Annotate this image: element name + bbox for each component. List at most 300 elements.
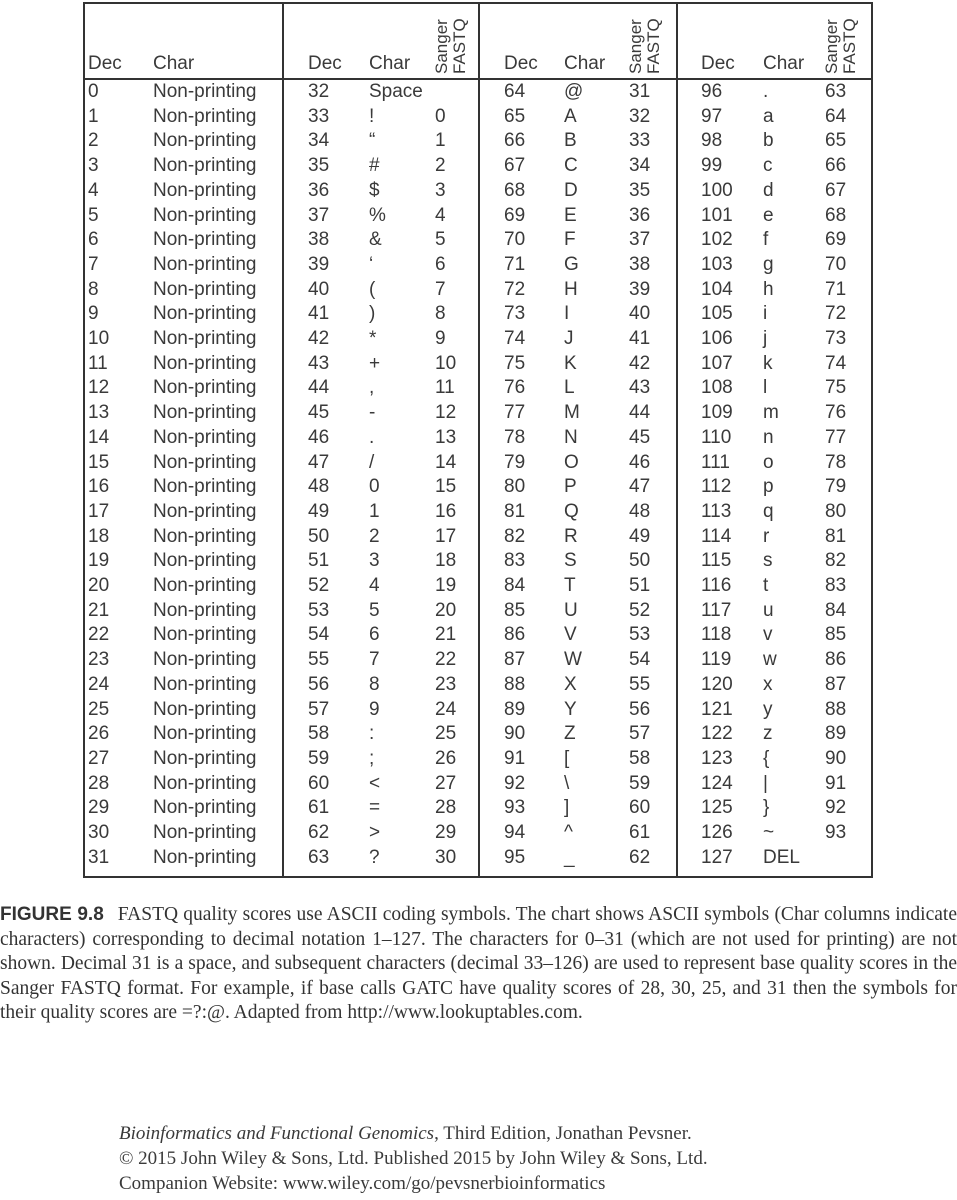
cell-sanger-score: 71 bbox=[825, 278, 847, 300]
cell-dec: 37 bbox=[308, 204, 330, 226]
cell-char: DEL bbox=[763, 846, 800, 868]
cell-char: & bbox=[369, 229, 382, 251]
cell-dec: 10 bbox=[88, 328, 110, 349]
cell-sanger-score: 58 bbox=[629, 747, 651, 769]
cell-char: | bbox=[763, 772, 768, 794]
cell-sanger-score: 14 bbox=[435, 451, 457, 473]
cell-dec: 59 bbox=[308, 747, 330, 769]
cell-char: 0 bbox=[369, 476, 380, 498]
book-title: Bioinformatics and Functional Genomics bbox=[119, 1123, 435, 1144]
cell-sanger-score: 48 bbox=[629, 500, 651, 522]
header-char: Char bbox=[153, 53, 195, 74]
table-row bbox=[480, 302, 678, 327]
cell-char: Non-printing bbox=[153, 698, 257, 720]
table-row bbox=[678, 648, 873, 673]
cell-sanger-score: 83 bbox=[825, 575, 847, 596]
table-block-2 bbox=[478, 4, 678, 876]
cell-char: Non-printing bbox=[153, 822, 257, 843]
cell-char: J bbox=[564, 328, 574, 349]
cell-char: Non-printing bbox=[153, 303, 257, 325]
table-row bbox=[85, 129, 282, 154]
cell-char: 3 bbox=[369, 550, 380, 572]
cell-dec: 18 bbox=[88, 525, 110, 547]
cell-char: - bbox=[369, 402, 376, 424]
cell-dec: 16 bbox=[88, 476, 110, 498]
cell-char: Non-printing bbox=[153, 797, 257, 819]
cell-sanger-score: 61 bbox=[629, 822, 651, 843]
table-row bbox=[85, 451, 282, 476]
cell-dec: 101 bbox=[701, 204, 733, 226]
table-row bbox=[284, 451, 480, 476]
table-row bbox=[678, 302, 873, 327]
cell-sanger-score: 82 bbox=[825, 550, 847, 572]
header-char: Char bbox=[763, 53, 805, 74]
cell-sanger-score: 57 bbox=[629, 723, 651, 745]
cell-sanger-score: 70 bbox=[825, 253, 847, 275]
cell-char: Non-printing bbox=[153, 599, 257, 621]
cell-dec: 71 bbox=[504, 253, 526, 275]
header-dec: Dec bbox=[701, 53, 735, 74]
cell-sanger-score: 53 bbox=[629, 624, 651, 646]
cell-char: ] bbox=[564, 797, 570, 819]
cell-sanger-score: 56 bbox=[629, 698, 651, 720]
cell-dec: 70 bbox=[504, 229, 526, 251]
cell-dec: 72 bbox=[504, 278, 526, 300]
table-row bbox=[480, 105, 678, 130]
cell-dec: 76 bbox=[504, 377, 526, 399]
table-row bbox=[85, 278, 282, 303]
cell-dec: 32 bbox=[308, 81, 330, 102]
cell-dec: 107 bbox=[701, 352, 733, 374]
table-row bbox=[480, 228, 678, 253]
cell-char: ! bbox=[369, 105, 375, 127]
table-row bbox=[284, 599, 480, 624]
cell-dec: 2 bbox=[88, 130, 99, 152]
cell-sanger-score: 26 bbox=[435, 747, 457, 769]
cell-char: E bbox=[564, 204, 577, 226]
table-row bbox=[678, 204, 873, 229]
cell-sanger-score: 81 bbox=[825, 525, 847, 547]
cell-sanger-score: 50 bbox=[629, 550, 651, 572]
cell-sanger-score: 89 bbox=[825, 723, 847, 745]
cell-char: d bbox=[763, 179, 774, 201]
cell-char: Non-printing bbox=[153, 673, 257, 695]
table-row bbox=[480, 451, 678, 476]
cell-sanger-score: 34 bbox=[629, 155, 651, 177]
cell-char: / bbox=[369, 451, 375, 473]
cell-dec: 26 bbox=[88, 723, 110, 745]
cell-char: Non-printing bbox=[153, 747, 257, 769]
cell-char: Non-printing bbox=[153, 204, 257, 226]
header-char: Char bbox=[369, 53, 411, 74]
cell-char: Non-printing bbox=[153, 772, 257, 794]
cell-dec: 3 bbox=[88, 155, 99, 177]
table-row bbox=[480, 253, 678, 278]
cell-dec: 55 bbox=[308, 649, 330, 671]
cell-char: ( bbox=[369, 278, 376, 300]
cell-dec: 81 bbox=[504, 500, 526, 522]
table-row bbox=[85, 846, 282, 871]
table-row bbox=[284, 549, 480, 574]
table-row bbox=[678, 401, 873, 426]
cell-char: . bbox=[763, 81, 769, 102]
cell-sanger-score: 54 bbox=[629, 649, 651, 671]
table-row bbox=[284, 376, 480, 401]
cell-dec: 24 bbox=[88, 673, 110, 695]
table-row bbox=[85, 204, 282, 229]
table-row bbox=[284, 228, 480, 253]
cell-char: 2 bbox=[369, 525, 380, 547]
cell-dec: 14 bbox=[88, 426, 110, 448]
cell-sanger-score: 90 bbox=[825, 747, 847, 769]
cell-sanger-score: 22 bbox=[435, 649, 457, 671]
table-row bbox=[85, 253, 282, 278]
cell-sanger-score: 45 bbox=[629, 426, 651, 448]
cell-dec: 44 bbox=[308, 377, 330, 399]
cell-sanger-score: 85 bbox=[825, 624, 847, 646]
cell-sanger-score: 93 bbox=[825, 822, 847, 843]
cell-dec: 57 bbox=[308, 698, 330, 720]
cell-char: + bbox=[369, 352, 381, 374]
cell-sanger-score: 32 bbox=[629, 105, 651, 127]
table-row bbox=[85, 796, 282, 821]
cell-sanger-score: 16 bbox=[435, 500, 457, 522]
cell-dec: 6 bbox=[88, 229, 99, 251]
cell-sanger-score: 69 bbox=[825, 229, 847, 251]
cell-dec: 36 bbox=[308, 179, 330, 201]
cell-char: @ bbox=[564, 81, 584, 102]
cell-char: f bbox=[763, 229, 769, 251]
cell-sanger-score: 72 bbox=[825, 303, 847, 325]
table-row bbox=[85, 80, 282, 105]
cell-dec: 92 bbox=[504, 772, 526, 794]
header-sanger-fastq bbox=[627, 6, 671, 74]
header-sanger-fastq bbox=[433, 6, 477, 74]
cell-dec: 77 bbox=[504, 402, 526, 424]
table-row bbox=[480, 698, 678, 723]
cell-dec: 74 bbox=[504, 328, 526, 349]
cell-char: y bbox=[763, 698, 773, 720]
cell-char: 8 bbox=[369, 673, 380, 695]
cell-dec: 7 bbox=[88, 253, 99, 275]
cell-dec: 111 bbox=[701, 451, 730, 473]
cell-char: Non-printing bbox=[153, 476, 257, 498]
table-row bbox=[480, 327, 678, 352]
table-row bbox=[678, 426, 873, 451]
cell-char: } bbox=[763, 797, 770, 819]
cell-char: M bbox=[564, 402, 580, 424]
cell-dec: 120 bbox=[701, 673, 733, 695]
cell-sanger-score: 17 bbox=[435, 525, 457, 547]
cell-dec: 103 bbox=[701, 253, 733, 275]
cell-char: Non-printing bbox=[153, 649, 257, 671]
cell-char: s bbox=[763, 550, 773, 572]
table-row bbox=[284, 623, 480, 648]
cell-sanger-score: 67 bbox=[825, 179, 847, 201]
cell-dec: 90 bbox=[504, 723, 526, 745]
cell-char: ~ bbox=[763, 822, 775, 843]
cell-dec: 94 bbox=[504, 822, 526, 843]
cell-char: Non-printing bbox=[153, 402, 257, 424]
cell-sanger-score: 42 bbox=[629, 352, 651, 374]
cell-dec: 30 bbox=[88, 822, 110, 843]
table-row bbox=[85, 747, 282, 772]
cell-sanger-score: 92 bbox=[825, 797, 847, 819]
cell-char: = bbox=[369, 797, 381, 819]
table-block-1 bbox=[282, 4, 480, 876]
cell-char: l bbox=[763, 377, 768, 399]
cell-char: v bbox=[763, 624, 773, 646]
cell-sanger-score: 65 bbox=[825, 130, 847, 152]
cell-dec: 127 bbox=[701, 846, 733, 868]
table-row bbox=[480, 500, 678, 525]
cell-char: < bbox=[369, 772, 381, 794]
cell-sanger-score: 10 bbox=[435, 352, 457, 374]
cell-char: V bbox=[564, 624, 577, 646]
table-row bbox=[85, 352, 282, 377]
table-row bbox=[284, 574, 480, 599]
cell-char: C bbox=[564, 155, 578, 177]
header-dec: Dec bbox=[308, 53, 342, 74]
cell-dec: 99 bbox=[701, 155, 723, 177]
cell-sanger-score: 8 bbox=[435, 303, 446, 325]
cell-char: S bbox=[564, 550, 577, 572]
cell-char: z bbox=[763, 723, 773, 745]
cell-char: m bbox=[763, 402, 779, 424]
table-row bbox=[480, 796, 678, 821]
table-row bbox=[85, 648, 282, 673]
cell-char: p bbox=[763, 476, 774, 498]
table-row bbox=[284, 673, 480, 698]
cell-char: o bbox=[763, 451, 774, 473]
table-row bbox=[284, 253, 480, 278]
table-row bbox=[678, 179, 873, 204]
table-row bbox=[678, 500, 873, 525]
cell-sanger-score: 75 bbox=[825, 377, 847, 399]
cell-char: Non-printing bbox=[153, 130, 257, 152]
table-row bbox=[284, 80, 480, 105]
cell-sanger-score: 13 bbox=[435, 426, 457, 448]
table-row bbox=[85, 599, 282, 624]
cell-sanger-score: 84 bbox=[825, 599, 847, 621]
table-row bbox=[678, 105, 873, 130]
header-sanger-line2: FASTQ bbox=[450, 18, 469, 74]
cell-sanger-score: 1 bbox=[435, 130, 446, 152]
table-row bbox=[480, 846, 678, 871]
header-dec: Dec bbox=[504, 53, 538, 74]
cell-dec: 17 bbox=[88, 500, 110, 522]
cell-char: j bbox=[763, 328, 768, 349]
cell-sanger-score: 36 bbox=[629, 204, 651, 226]
cell-sanger-score: 30 bbox=[435, 846, 457, 868]
cell-sanger-score: 29 bbox=[435, 822, 457, 843]
cell-dec: 122 bbox=[701, 723, 733, 745]
table-row bbox=[284, 129, 480, 154]
cell-char: Non-printing bbox=[153, 525, 257, 547]
cell-sanger-score: 23 bbox=[435, 673, 457, 695]
cell-char: ‘ bbox=[369, 253, 374, 275]
cell-char: P bbox=[564, 476, 577, 498]
cell-char: e bbox=[763, 204, 774, 226]
cell-char: Non-printing bbox=[153, 723, 257, 745]
cell-dec: 60 bbox=[308, 772, 330, 794]
ascii-table bbox=[83, 2, 873, 878]
cell-char: Non-printing bbox=[153, 155, 257, 177]
cell-dec: 13 bbox=[88, 402, 110, 424]
table-row bbox=[85, 105, 282, 130]
table-row bbox=[85, 426, 282, 451]
cell-dec: 106 bbox=[701, 328, 733, 349]
cell-dec: 52 bbox=[308, 575, 330, 596]
table-row bbox=[678, 475, 873, 500]
cell-char: $ bbox=[369, 179, 380, 201]
cell-char: L bbox=[564, 377, 575, 399]
table-row bbox=[284, 105, 480, 130]
table-row bbox=[85, 525, 282, 550]
table-row bbox=[284, 747, 480, 772]
table-row bbox=[480, 772, 678, 797]
table-row bbox=[284, 648, 480, 673]
cell-dec: 29 bbox=[88, 797, 110, 819]
cell-sanger-score: 66 bbox=[825, 155, 847, 177]
cell-char: Non-printing bbox=[153, 426, 257, 448]
table-row bbox=[678, 772, 873, 797]
table-row bbox=[678, 278, 873, 303]
cell-dec: 54 bbox=[308, 624, 330, 646]
table-row bbox=[85, 549, 282, 574]
table-row bbox=[85, 673, 282, 698]
cell-dec: 4 bbox=[88, 179, 99, 201]
cell-dec: 62 bbox=[308, 822, 330, 843]
cell-char: # bbox=[369, 155, 380, 177]
table-row bbox=[480, 80, 678, 105]
table-row bbox=[85, 821, 282, 846]
cell-sanger-score: 11 bbox=[435, 377, 455, 399]
cell-char: 5 bbox=[369, 599, 380, 621]
cell-dec: 56 bbox=[308, 673, 330, 695]
cell-dec: 104 bbox=[701, 278, 733, 300]
header-sanger-line1: Sanger bbox=[822, 19, 841, 74]
cell-dec: 96 bbox=[701, 81, 723, 102]
cell-dec: 121 bbox=[701, 698, 733, 720]
cell-sanger-score: 73 bbox=[825, 328, 847, 349]
cell-char: , bbox=[369, 377, 375, 399]
table-row bbox=[678, 525, 873, 550]
cell-dec: 100 bbox=[701, 179, 733, 201]
table-row bbox=[678, 129, 873, 154]
table-row bbox=[85, 475, 282, 500]
cell-sanger-score: 80 bbox=[825, 500, 847, 522]
cell-dec: 21 bbox=[88, 599, 110, 621]
cell-sanger-score: 62 bbox=[629, 846, 651, 868]
cell-sanger-score: 6 bbox=[435, 253, 446, 275]
cell-sanger-score: 49 bbox=[629, 525, 651, 547]
cell-char: Non-printing bbox=[153, 500, 257, 522]
cell-dec: 126 bbox=[701, 822, 733, 843]
table-row bbox=[678, 673, 873, 698]
cell-dec: 51 bbox=[308, 550, 330, 572]
table-row bbox=[480, 426, 678, 451]
cell-char: Non-printing bbox=[153, 328, 257, 349]
cell-dec: 119 bbox=[701, 649, 732, 671]
cell-sanger-score: 0 bbox=[435, 105, 446, 127]
cell-dec: 112 bbox=[701, 476, 732, 498]
cell-dec: 34 bbox=[308, 130, 330, 152]
table-row bbox=[480, 525, 678, 550]
cell-dec: 93 bbox=[504, 797, 526, 819]
cell-char: n bbox=[763, 426, 774, 448]
cell-sanger-score: 47 bbox=[629, 476, 651, 498]
cell-dec: 67 bbox=[504, 155, 526, 177]
cell-char: Space bbox=[369, 81, 423, 102]
cell-dec: 82 bbox=[504, 525, 526, 547]
cell-char: > bbox=[369, 822, 381, 843]
cell-dec: 38 bbox=[308, 229, 330, 251]
cell-char: . bbox=[369, 426, 375, 448]
cell-char: Non-printing bbox=[153, 229, 257, 251]
cell-sanger-score: 9 bbox=[435, 328, 446, 349]
table-row bbox=[85, 376, 282, 401]
book-credits bbox=[119, 1121, 879, 1196]
table-row bbox=[284, 154, 480, 179]
cell-dec: 31 bbox=[88, 846, 110, 868]
cell-char: k bbox=[763, 352, 773, 374]
cell-dec: 98 bbox=[701, 130, 723, 152]
cell-dec: 33 bbox=[308, 105, 330, 127]
cell-sanger-score: 44 bbox=[629, 402, 651, 424]
cell-char: R bbox=[564, 525, 578, 547]
cell-char: H bbox=[564, 278, 578, 300]
table-row bbox=[284, 796, 480, 821]
cell-dec: 66 bbox=[504, 130, 526, 152]
table-row bbox=[678, 574, 873, 599]
cell-sanger-score: 21 bbox=[435, 624, 457, 646]
table-row bbox=[85, 574, 282, 599]
cell-sanger-score: 77 bbox=[825, 426, 847, 448]
cell-dec: 75 bbox=[504, 352, 526, 374]
table-row bbox=[480, 722, 678, 747]
cell-sanger-score: 15 bbox=[435, 476, 457, 498]
cell-sanger-score: 18 bbox=[435, 550, 457, 572]
edition-author: , Third Edition, Jonathan Pevsner. bbox=[434, 1123, 692, 1144]
table-row bbox=[678, 821, 873, 846]
table-row bbox=[678, 796, 873, 821]
cell-char: B bbox=[564, 130, 577, 152]
header-sanger-line1: Sanger bbox=[432, 19, 451, 74]
cell-sanger-score: 79 bbox=[825, 476, 847, 498]
cell-dec: 15 bbox=[88, 451, 110, 473]
cell-char: T bbox=[564, 575, 576, 596]
cell-dec: 95 bbox=[504, 846, 526, 868]
cell-char: O bbox=[564, 451, 579, 473]
cell-char: F bbox=[564, 229, 576, 251]
cell-dec: 102 bbox=[701, 229, 733, 251]
cell-sanger-score: 27 bbox=[435, 772, 457, 794]
cell-dec: 91 bbox=[504, 747, 526, 769]
cell-char: Non-printing bbox=[153, 575, 257, 596]
table-row bbox=[678, 352, 873, 377]
table-row bbox=[284, 772, 480, 797]
cell-sanger-score: 2 bbox=[435, 155, 446, 177]
table-row bbox=[678, 698, 873, 723]
table-row bbox=[678, 451, 873, 476]
cell-char: t bbox=[763, 575, 769, 596]
cell-char: ? bbox=[369, 846, 380, 868]
cell-dec: 69 bbox=[504, 204, 526, 226]
cell-dec: 88 bbox=[504, 673, 526, 695]
header-sanger-line2: FASTQ bbox=[840, 18, 859, 74]
table-row bbox=[284, 352, 480, 377]
